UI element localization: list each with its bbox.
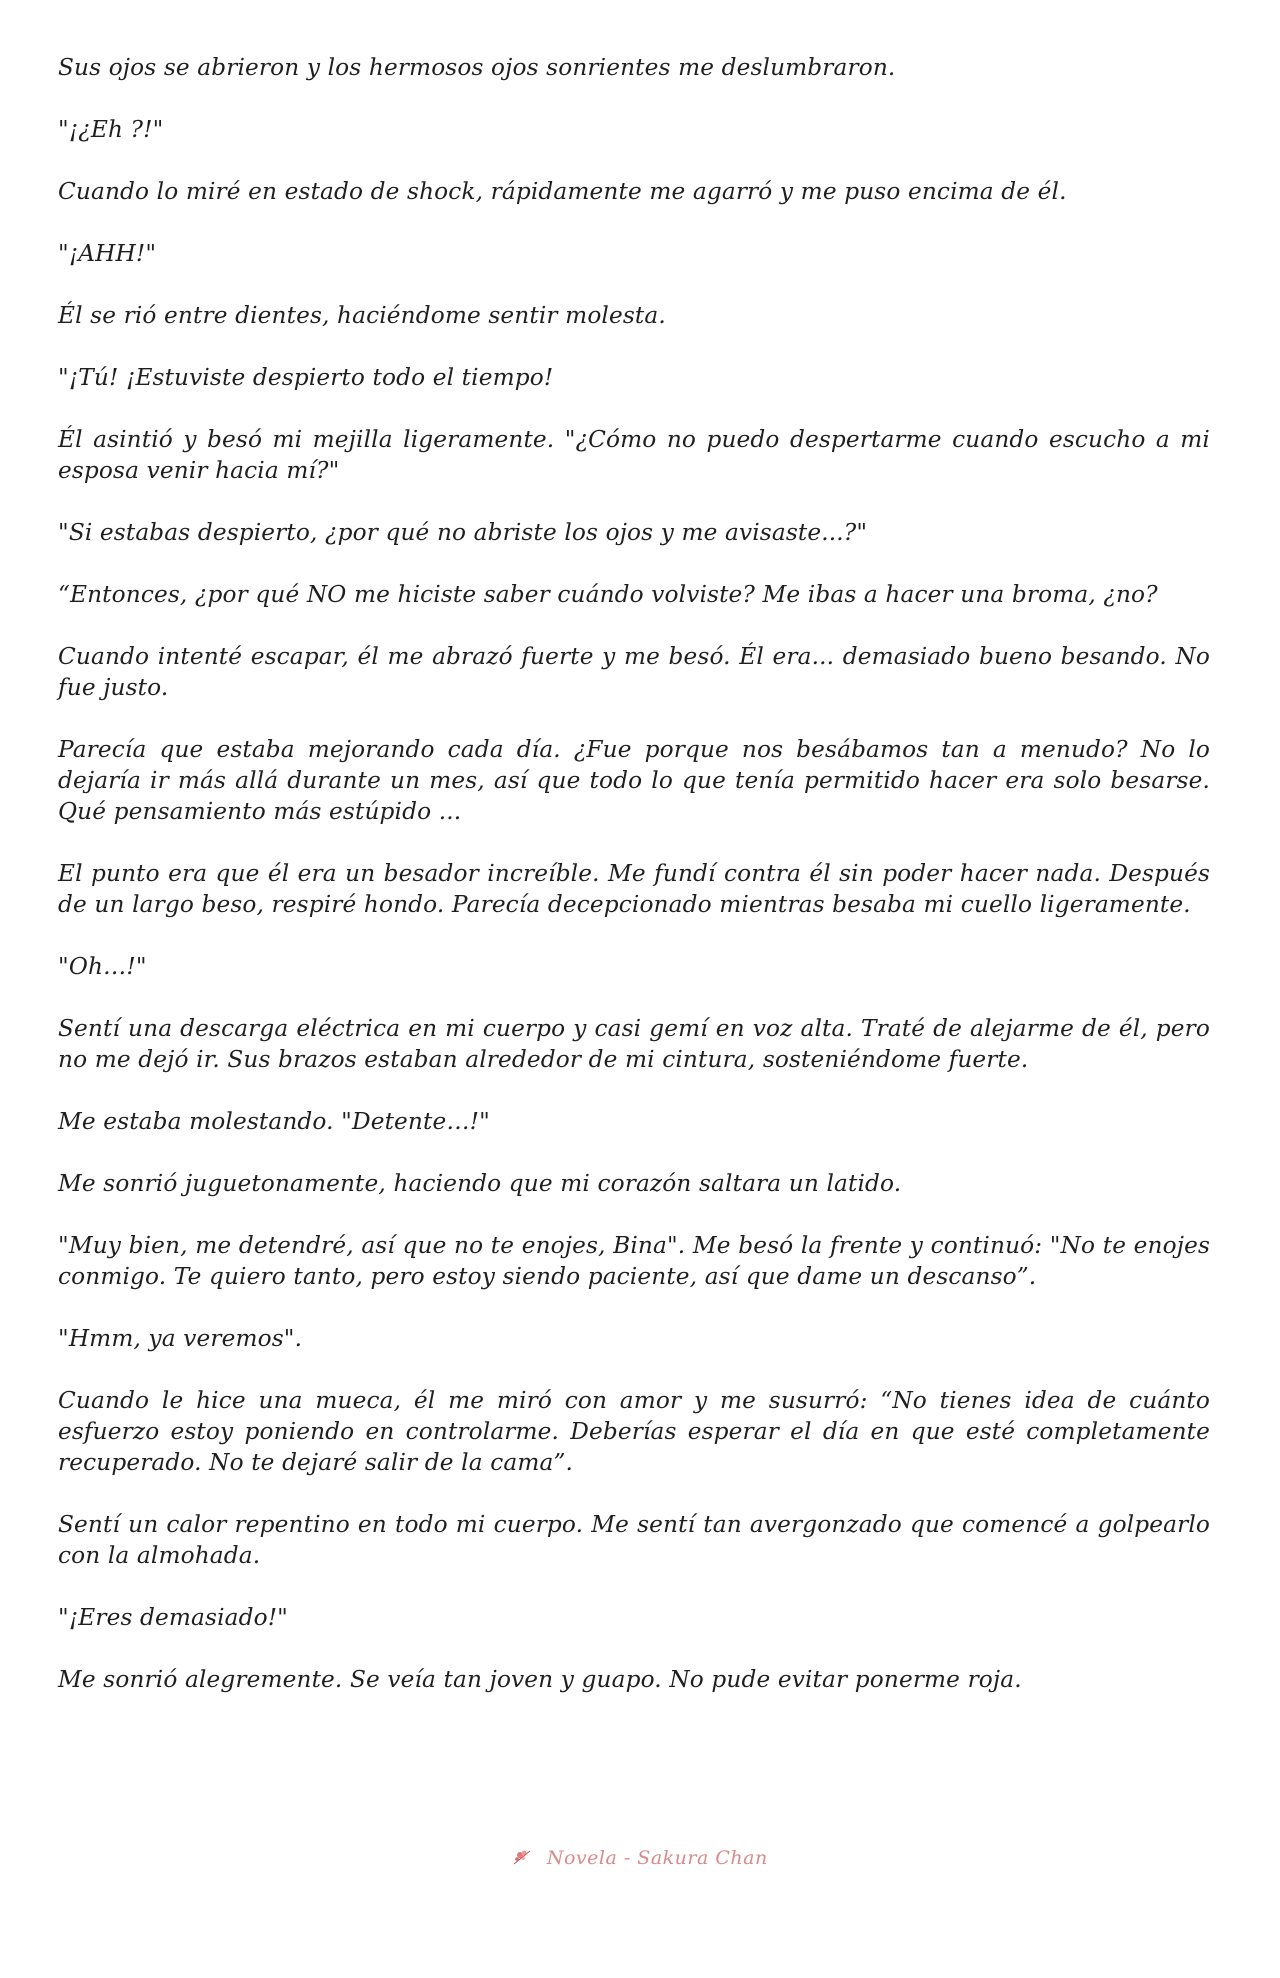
paragraph: Me sonrió juguetonamente, haciendo que mi corazón saltara un latido. xyxy=(58,1170,902,1197)
paragraph: Sus ojos se abrieron y los hermosos ojos sonrientes me deslumbraron. xyxy=(58,54,896,81)
paragraph: Parecía que estaba mejorando cada día. ¿Fue porque nos besábamos tan a menudo? No lo dejaría ir más allá durante un mes, así que todo lo que tenía permitido hacer era solo besarse. Qué pensamiento más estúpido ... xyxy=(58,736,1210,825)
paragraph: Cuando le hice una mueca, él me miró con amor y me susurró: “No tienes idea de cuánto esfuerzo estoy poniendo en controlarme. Deberías esperar el día en que esté completamente recuperado. No te dejaré salir de la cama”. xyxy=(58,1387,1210,1476)
paragraph: "Si estabas despierto, ¿por qué no abriste los ojos y me avisaste...?" xyxy=(58,519,868,546)
paragraph: Me sonrió alegremente. Se veía tan joven y guapo. No pude evitar ponerme roja. xyxy=(58,1666,1022,1693)
paragraph: Cuando lo miré en estado de shock, rápidamente me agarró y me puso encima de él. xyxy=(58,178,1067,205)
paragraph: "¡Tú! ¡Estuviste despierto todo el tiempo! xyxy=(58,364,554,391)
paragraph: Me estaba molestando. "Detente…!" xyxy=(58,1108,490,1135)
paragraph: Sentí una descarga eléctrica en mi cuerpo y casi gemí en voz alta. Traté de alejarme de él, pero no me dejó ir. Sus brazos estaban alrededor de mi cintura, sosteniéndome fuerte. xyxy=(58,1015,1210,1073)
paragraph: Él asintió y besó mi mejilla ligeramente. "¿Cómo no puedo despertarme cuando escucho a mi esposa venir hacia mí?" xyxy=(58,426,1210,484)
paragraph: Sentí un calor repentino en todo mi cuerpo. Me sentí tan avergonzado que comencé a golpearlo con la almohada. xyxy=(58,1511,1210,1569)
paragraph: "¡¿Eh ?!" xyxy=(58,116,164,143)
paragraph: "Muy bien, me detendré, así que no te enojes, Bina". Me besó la frente y continuó: "No te enojes conmigo. Te quiero tanto, pero estoy siendo paciente, así que dame un descanso”. xyxy=(58,1232,1210,1290)
watermark-text: Novela - Sakura Chan xyxy=(546,1847,768,1869)
paragraph: El punto era que él era un besador increíble. Me fundí contra él sin poder hacer nada. Después de un largo beso, respiré hondo. Parecía decepcionado mientras besaba mi cuello ligeramente. xyxy=(58,860,1210,918)
sakura-flower-icon xyxy=(512,1848,534,1866)
paragraph: "¡Eres demasiado!" xyxy=(58,1604,288,1631)
paragraph: "Oh…!" xyxy=(58,953,147,980)
paragraph: Cuando intenté escapar, él me abrazó fuerte y me besó. Él era... demasiado bueno besando. No fue justo. xyxy=(58,643,1210,701)
paragraph: Él se rió entre dientes, haciéndome sentir molesta. xyxy=(58,302,666,329)
paragraph: "¡AHH!" xyxy=(58,240,157,267)
paragraph: “Entonces, ¿por qué NO me hiciste saber cuándo volviste? Me ibas a hacer una broma, ¿no? xyxy=(58,581,1158,608)
footer-watermark xyxy=(0,1847,1280,1869)
novel-text xyxy=(58,52,1210,1726)
paragraph: "Hmm, ya veremos". xyxy=(58,1325,303,1352)
